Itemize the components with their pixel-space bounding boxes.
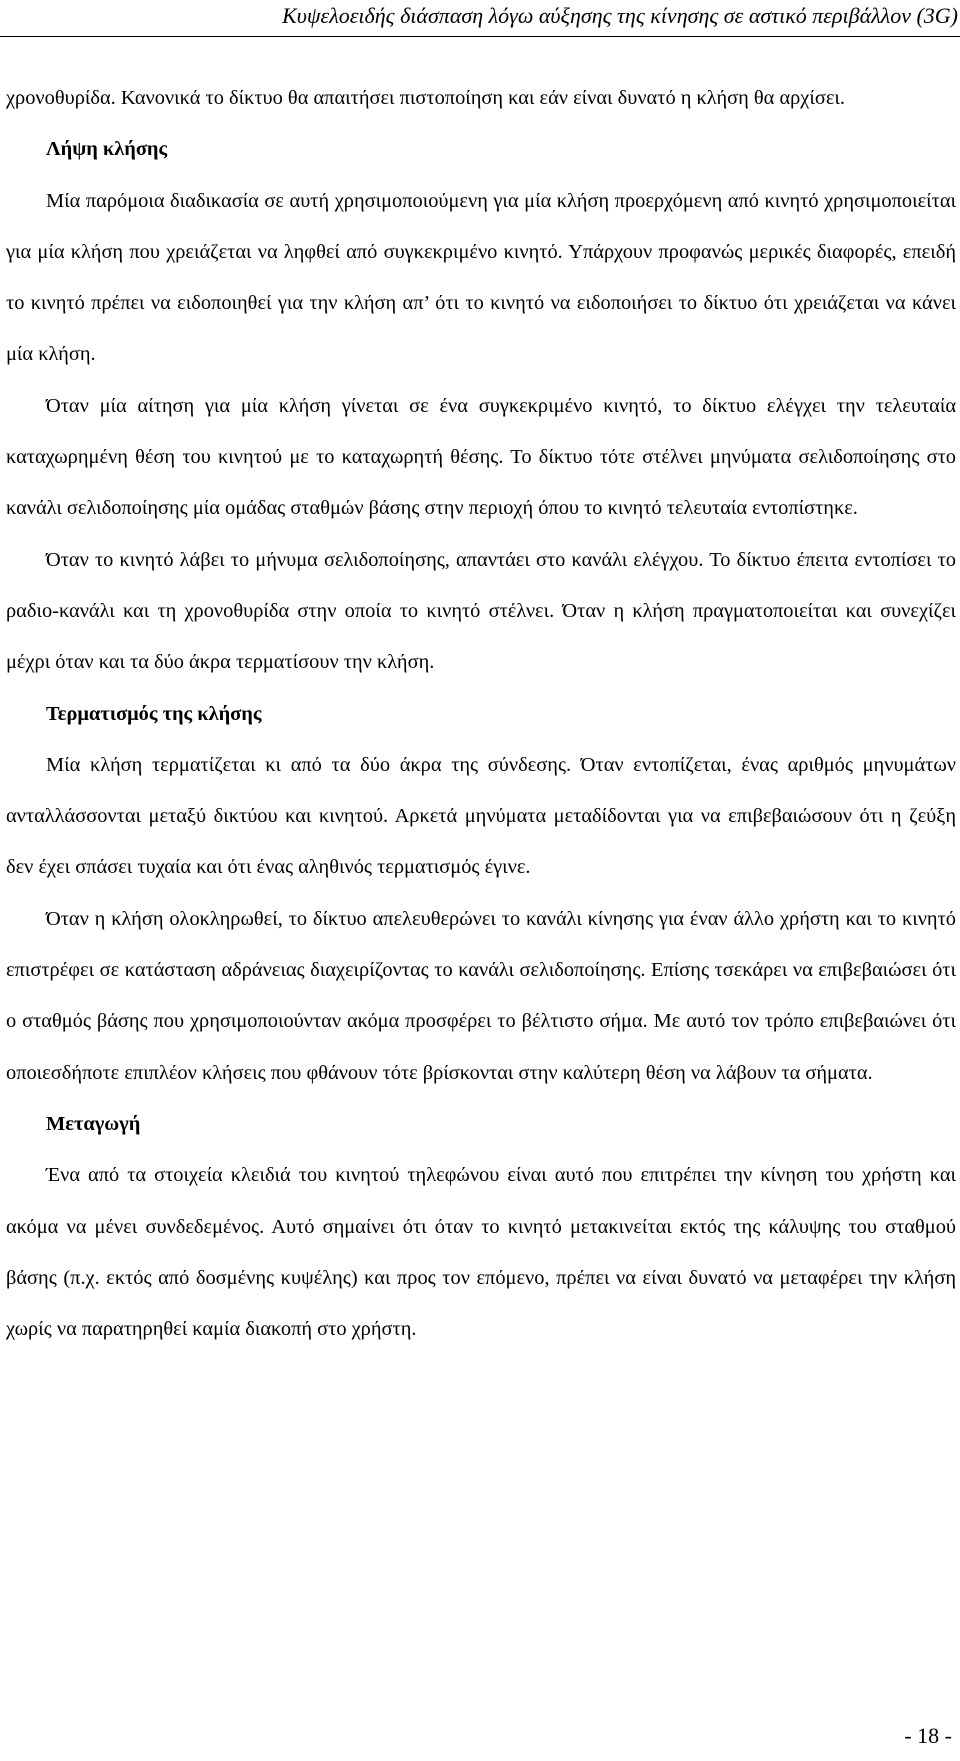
- paragraph-continuation: χρονοθυρίδα. Κανονικά το δίκτυο θα απαιτήσει πιστοποίηση και εάν είναι δυνατό η κλήση θα αρχίσει.: [6, 87, 845, 109]
- header-title: Κυψελοειδής διάσπαση λόγω αύξησης της κίνησης σε αστικό περιβάλλον (3G): [282, 3, 958, 28]
- paragraph: Ένα από τα στοιχεία κλειδιά του κινητού τηλεφώνου είναι αυτό που επιτρέπει την κίνηση του χρήστη και ακόμα να μένει συνδεδεμένος. Αυτό σημαίνει ότι όταν το κινητό μετακινείται εκτός της κάλυψης του σταθμού βάσης (π.χ. εκτός από δοσμένης κυψέλης) και προς τον επόμενο, πρέπει να είναι δυνατό να μεταφέρει την κλήση χωρίς να παρατηρηθεί καμία διακοπή στο χρήστη.: [6, 1164, 956, 1341]
- document-body: [6, 73, 956, 1355]
- page-number: [0, 1722, 960, 1750]
- section-heading-handover: Μεταγωγή: [46, 1112, 141, 1135]
- running-header: [0, 0, 960, 37]
- paragraph: Όταν η κλήση ολοκληρωθεί, το δίκτυο απελευθερώνει το κανάλι κίνησης για έναν άλλο χρήστη και το κινητό επιστρέφει σε κατάσταση αδράνειας διαχειρίζοντας το κανάλι σελιδοποίησης. Επίσης τσεκάρει να επιβεβαιώσει ότι ο σταθμός βάσης που χρησιμοποιούνταν ακόμα προσφέρει το βέλτιστο σήμα. Με αυτό τον τρόπο επιβεβαιώνει ότι οποιεσδήποτε επιπλέον κλήσεις που φθάνουν τότε βρίσκονται στην καλύτερη θέση να λάβουν τα σήματα.: [6, 907, 956, 1084]
- section-heading-call-end: Τερματισμός της κλήσης: [46, 702, 262, 725]
- paragraph: Όταν το κινητό λάβει το μήνυμα σελιδοποίησης, απαντάει στο κανάλι ελέγχου. Το δίκτυο έπειτα εντοπίσει το ραδιο-κανάλι και τη χρονοθυρίδα στην οποία το κινητό στέλνει. Όταν η κλήση πραγματοποιείται και συνεχίζει μέχρι όταν και τα δύο άκρα τερματίσουν την κλήση.: [6, 548, 956, 674]
- section-heading-call-receive: Λήψη κλήσης: [46, 138, 168, 161]
- paragraph: Μία παρόμοια διαδικασία σε αυτή χρησιμοποιούμενη για μία κλήση προερχόμενη από κινητό χρησιμοποιείται για μία κλήση που χρειάζεται να ληφθεί από συγκεκριμένο κινητό. Υπάρχουν προφανώς μερικές διαφορές, επειδή το κινητό πρέπει να ειδοποιηθεί για την κλήση απ’ ότι το κινητό να ειδοποιήσει το δίκτυο ότι χρειάζεται να κάνει μία κλήση.: [6, 189, 956, 366]
- paragraph: Όταν μία αίτηση για μία κλήση γίνεται σε ένα συγκεκριμένο κινητό, το δίκτυο ελέγχει την τελευταία καταχωρημένη θέση του κινητού με το καταχωρητή θέσης. Το δίκτυο τότε στέλνει μηνύματα σελιδοποίησης στο κανάλι σελιδοποίησης μία ομάδας σταθμών βάσης στην περιοχή όπου το κινητό τελευταία εντοπίστηκε.: [6, 394, 956, 520]
- paragraph: Μία κλήση τερματίζεται κι από τα δύο άκρα της σύνδεσης. Όταν εντοπίζεται, ένας αριθμός μηνυμάτων ανταλλάσσονται μεταξύ δικτύου και κινητού. Αρκετά μηνύματα μεταδίδονται για να επιβεβαιώσουν ότι η ζεύξη δεν έχει σπάσει τυχαία και ότι ένας αληθινός τερματισμός έγινε.: [6, 753, 956, 879]
- page-number-text: - 18 -: [904, 1723, 952, 1748]
